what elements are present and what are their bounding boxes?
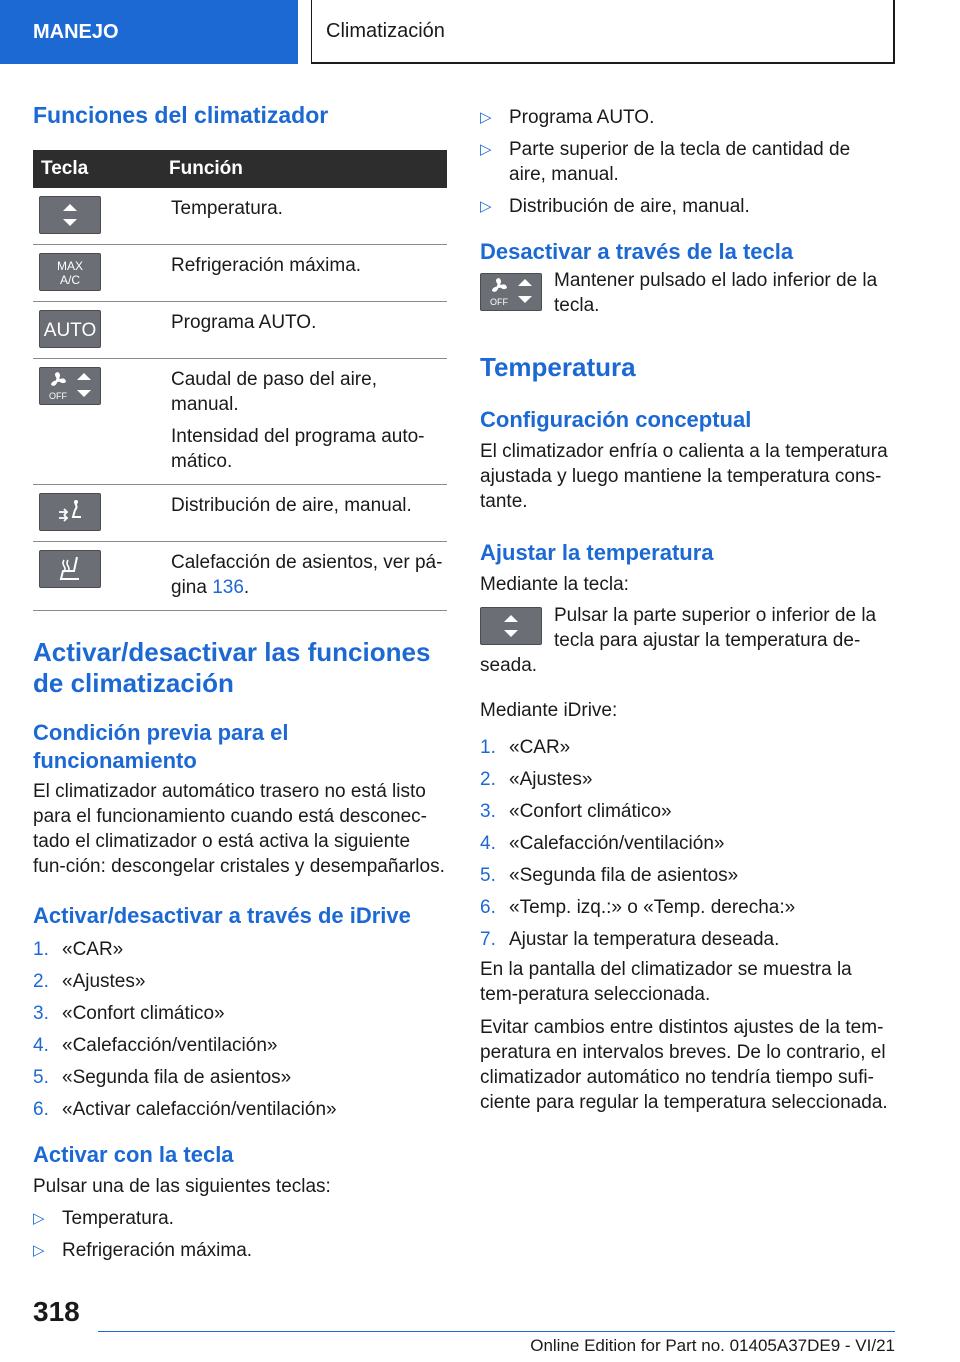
temp-steps — [480, 735, 892, 952]
list-item: ▷ Temperatura. — [33, 1208, 174, 1229]
ajustar-row — [480, 607, 892, 653]
svg-text:AUTO: AUTO — [43, 320, 97, 341]
air-distribution-icon — [39, 493, 101, 531]
temperature-arrows-icon — [39, 196, 101, 234]
heading-funciones: Funciones del climatizador — [33, 102, 329, 128]
table-row — [33, 245, 447, 302]
list-item: 6. «Activar calefacción/ventilación» — [33, 1099, 337, 1120]
list-item: ▷ Programa AUTO. — [480, 107, 655, 128]
list-item: 2. «Ajustes» — [33, 971, 146, 992]
function-text: Caudal de paso del aire, manual. — [171, 369, 377, 415]
function-text: Temperatura. — [171, 198, 283, 219]
list-item: 3. «Confort climático» — [480, 801, 672, 822]
list-item: 1. «CAR» — [33, 939, 124, 960]
pantalla-text: En la pantalla del climatizador se muestra la tem-peratura seleccionada. — [480, 959, 852, 1005]
list-item: 3. «Confort climático» — [33, 1003, 225, 1024]
auto-icon — [39, 310, 101, 348]
heading-activar: Activar/desactivar las funciones de climatización — [33, 637, 431, 698]
table-row — [33, 542, 447, 611]
heading-idrive: Activar/desactivar a través de iDrive — [33, 903, 411, 928]
list-item: ▷ Parte superior de la tecla de cantidad de aire, manual. — [480, 139, 851, 185]
col-funcion: Función — [161, 150, 447, 188]
function-text — [171, 550, 443, 600]
temperature-arrows-icon — [480, 607, 542, 645]
heading-condicion: Condición previa para el funcionamiento — [33, 720, 289, 773]
list-item: 4. «Calefacción/ventilación» — [33, 1035, 278, 1056]
table-row — [33, 188, 447, 245]
right-column — [480, 105, 892, 1115]
tecla-bullets — [33, 1206, 447, 1263]
function-text: Programa AUTO. — [171, 312, 317, 333]
heading-desactivar: Desactivar a través de la tecla — [480, 239, 794, 264]
chapter-title: Climatización — [326, 19, 445, 42]
table-row — [33, 359, 447, 485]
evitar-text: Evitar cambios entre distintos ajustes de la tem-peratura en intervalos breves. De lo contrario, el climatizador automático no tendría tiempo sufi-ciente para regular la temperatura seleccionada. — [480, 1017, 888, 1113]
tecla-text: Pulsar una de las siguientes teclas: — [33, 1176, 331, 1197]
pulsar-text-end: seada. — [480, 655, 538, 676]
seat-heating-icon — [39, 550, 101, 588]
desactivar-text: Mantener pulsado el lado inferior de la tecla. — [554, 270, 878, 316]
tecla-bullets-cont — [480, 105, 892, 219]
functions-table — [33, 150, 447, 611]
heading-temperatura: Temperatura — [480, 352, 636, 382]
page-number: 318 — [33, 1296, 80, 1327]
condicion-text: El climatizador automático trasero no está listo para el funcionamiento cuando está desconec-tado el climatizador o está activa la siguiente fun-ción: descongelar cristales y desempañarlos. — [33, 781, 445, 877]
heading-config: Configuración conceptual — [480, 407, 752, 432]
left-column — [33, 100, 447, 1270]
list-item: 2. «Ajustes» — [480, 769, 593, 790]
mediante-tecla-text: Mediante la tecla: — [480, 574, 629, 595]
pulsar-text: Pulsar la parte superior o inferior de la tecla para ajustar la temperatura de- — [554, 605, 877, 651]
list-item: 7. Ajustar la temperatura deseada. — [480, 929, 780, 950]
page-link[interactable]: 136 — [212, 577, 244, 598]
heading-tecla: Activar con la tecla — [33, 1142, 234, 1167]
function-text-end: . — [243, 577, 250, 598]
fan-off-arrows-icon — [39, 367, 101, 405]
config-text: El climatizador enfría o calienta a la temperatura ajustada y luego mantiene la temperatura cons-tante. — [480, 441, 888, 512]
list-item: 5. «Segunda fila de asientos» — [33, 1067, 292, 1088]
svg-text:OFF: OFF — [490, 297, 508, 307]
function-text: Intensidad del programa auto-mático. — [171, 426, 425, 472]
svg-text:OFF: OFF — [49, 391, 67, 401]
function-text: Refrigeración máxima. — [171, 255, 362, 276]
section-title: MANEJO — [33, 20, 119, 43]
svg-text:MAX: MAX — [56, 259, 84, 273]
list-item: ▷ Distribución de aire, manual. — [480, 196, 750, 217]
svg-text:A/C: A/C — [59, 273, 81, 287]
list-item: 5. «Segunda fila de asientos» — [480, 865, 739, 886]
function-text-main: Calefacción de asientos, ver pá-gina — [171, 552, 443, 598]
table-header — [33, 150, 447, 188]
table-row — [33, 302, 447, 359]
section-tab — [0, 0, 298, 64]
idrive-steps — [33, 937, 447, 1122]
edition-text: Online Edition for Part no. 01405A37DE9 - VI/21 — [530, 1336, 895, 1355]
function-text: Distribución de aire, manual. — [171, 495, 412, 516]
footer-divider — [98, 1331, 895, 1332]
heading-ajustar: Ajustar la temperatura — [480, 540, 714, 565]
col-tecla: Tecla — [33, 150, 161, 188]
max-ac-icon — [39, 253, 101, 291]
list-item: 6. «Temp. izq.:» o «Temp. derecha:» — [480, 897, 796, 918]
fan-off-arrows-icon — [480, 273, 542, 311]
desactivar-row — [480, 270, 892, 318]
chapter-header — [311, 0, 895, 64]
list-item: 1. «CAR» — [480, 737, 571, 758]
mediante-idrive-text: Mediante iDrive: — [480, 700, 618, 721]
list-item: ▷ Refrigeración máxima. — [33, 1240, 253, 1261]
list-item: 4. «Calefacción/ventilación» — [480, 833, 725, 854]
table-row — [33, 485, 447, 542]
